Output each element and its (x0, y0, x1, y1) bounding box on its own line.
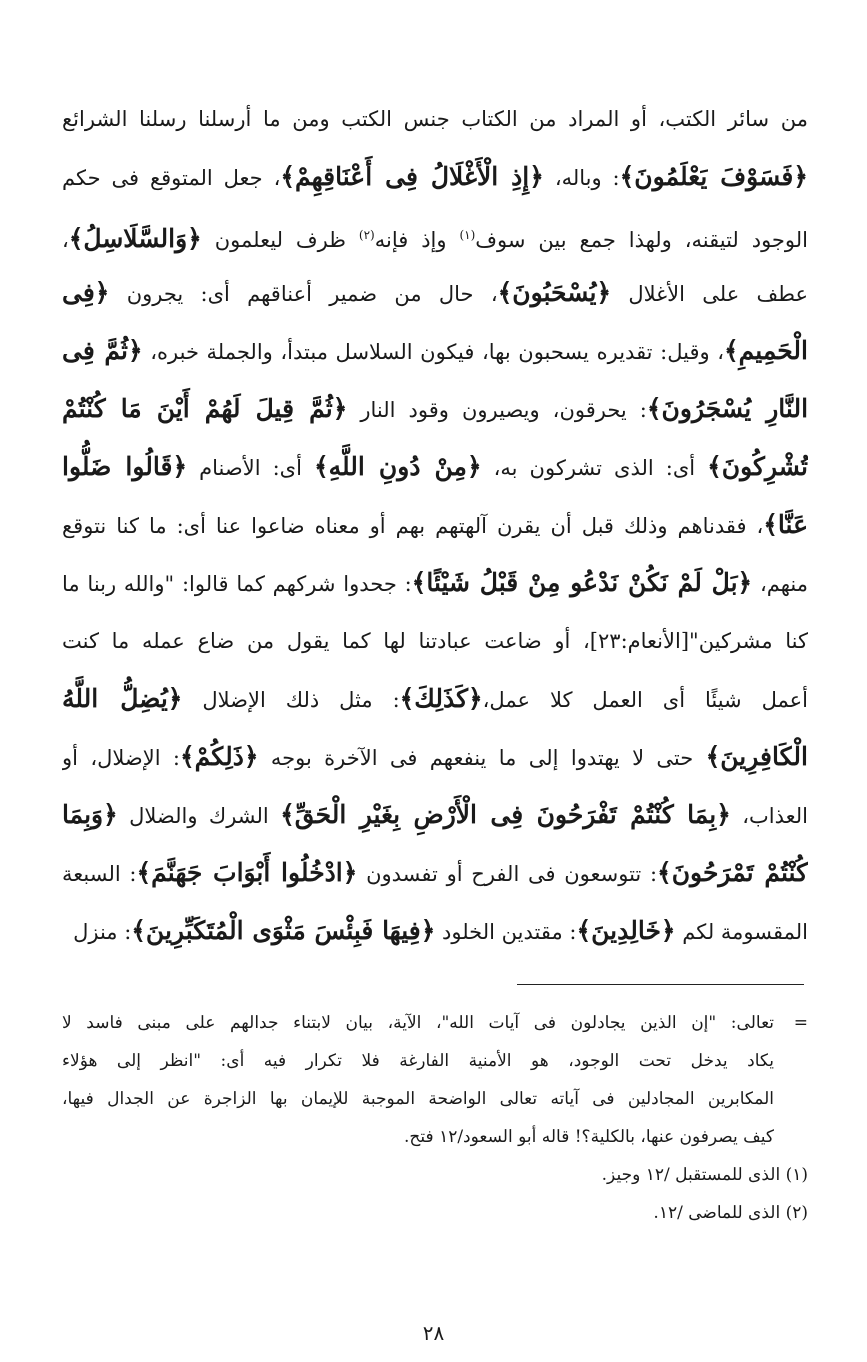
footnote-2: (٢) الذى للماضى /١٢. (653, 1203, 808, 1223)
quran-verse: الْحَمِيمِ﴾ (724, 336, 808, 365)
footnote-continuation-line: المكابرين المجادلين فى آياته تعالى الواضحة الموجبة للإيمان بها الزاجرة عن الجدال فيها، (62, 1089, 774, 1109)
quran-verse: ﴿فَسَوْفَ يَعْلَمُونَ﴾ (619, 162, 808, 191)
footnote-continuation-line: كيف يصرفون عنها، بالكلية؟! قاله أبو السعود/١٢ فتح. (404, 1127, 774, 1147)
quran-verse: عَنَّا﴾ (763, 510, 808, 539)
quran-verse: ﴿خَالِدِينَ﴾ (576, 916, 676, 945)
commentary-text: كنا مشركين"[الأنعام:٢٣]، أو ضاعت عبادتنا لها كما يقول من ضاع عمله ما كنت (62, 629, 808, 653)
commentary-text: ، جعل المتوقع فى حكم (62, 166, 281, 190)
commentary-text: ظرف ليعلمون (201, 228, 359, 252)
footnotes-section (62, 1004, 808, 1232)
footnote-divider (517, 984, 804, 985)
quran-verse: ﴿مِنْ دُونِ اللَّهِ﴾ (313, 452, 482, 481)
quran-verse: ﴿بَلْ لَمْ نَكُنْ نَدْعُو مِنْ قَبْلُ شَيْئًا﴾ (411, 568, 753, 597)
text-line (62, 612, 808, 670)
commentary-text: : مقتدين الخلود (435, 920, 577, 944)
quran-verse: ﴿يُضِلُّ اللَّهُ (62, 684, 183, 713)
commentary-text: ، (62, 228, 69, 252)
text-line (62, 786, 808, 844)
commentary-text: المقسومة لكم (675, 920, 808, 944)
quran-verse: النَّارِ يُسْجَرُونَ﴾ (646, 394, 808, 423)
commentary-text: أى: الذى تشركون به، (481, 456, 708, 480)
commentary-text: وإذ فإنه (374, 228, 460, 252)
commentary-text: ، حال من ضمير أعناقهم أى: يجرون (109, 282, 498, 306)
page-number: ٢٨ (422, 1321, 445, 1345)
footnote-reference: (٢) (358, 228, 375, 242)
commentary-text: : جحدوا شركهم كما قالوا: "والله ربنا ما (62, 572, 412, 596)
commentary-text: ، فقدناهم وذلك قبل أن يقرن آلهتهم بهم أو معناه ضاعوا عنا أى: ما كنا نتوقع (62, 514, 764, 538)
quran-verse: ﴿وَبِمَا (62, 800, 118, 829)
quran-verse: ﴿قَالُوا ضَلُّوا (62, 452, 188, 481)
text-line (62, 322, 808, 380)
commentary-text: الشرك والضلال (117, 804, 281, 828)
quran-verse: ﴿كَذَلِكَ﴾ (399, 684, 483, 713)
commentary-text: : مثل ذلك الإضلال (182, 688, 400, 712)
commentary-text: العذاب، (730, 804, 808, 828)
text-line (62, 380, 808, 438)
text-line (62, 438, 808, 496)
text-line (62, 90, 808, 148)
quran-verse: كُنْتُمْ تَمْرَحُونَ﴾ (657, 858, 808, 887)
commentary-text: أعمل شيئًا أى العمل كلا عمل، (482, 688, 808, 712)
footnote-1: (١) الذى للمستقبل /١٢ وجيز. (601, 1165, 808, 1185)
commentary-text: : وباله، (543, 166, 620, 190)
commentary-text: : تتوسعون فى الفرح أو تفسدون (357, 862, 658, 886)
text-line (62, 554, 808, 612)
quran-verse: ﴿وَالسَّلَاسِلُ﴾ (68, 224, 202, 253)
quran-verse: ﴿يُسْحَبُونَ﴾ (497, 278, 612, 307)
commentary-text: عطف على الأغلال (611, 282, 808, 306)
commentary-text: : السبعة (62, 862, 137, 886)
main-text-body (62, 90, 808, 960)
footnote-continuation-line: يكاد يدخل تحت الوجود، هو الأمنية الفارغة فلا تكرار فيه أى: "انظر إلى هؤلاء (62, 1051, 774, 1071)
quran-verse: تُشْرِكُونَ﴾ (707, 452, 808, 481)
text-line (62, 670, 808, 728)
text-line (62, 496, 808, 554)
commentary-text: منهم، (752, 572, 808, 596)
commentary-text: من سائر الكتب، أو المراد من الكتاب جنس الكتب ومن ما أرسلنا رسلنا الشرائع (62, 107, 808, 131)
quran-verse: ﴿ثُمَّ فِى (62, 336, 143, 365)
text-line (62, 728, 808, 786)
footnote-reference: (١) (459, 228, 476, 242)
quran-verse: الْكَافِرِينَ﴾ (705, 742, 808, 771)
quran-verse: ﴿إِذِ الْأَغْلَالُ فِى أَعْنَاقِهِمْ﴾ (280, 162, 544, 191)
quran-verse: ﴿ذَلِكُمْ﴾ (180, 742, 259, 771)
commentary-text: : الإضلال، أو (62, 746, 180, 770)
commentary-text: : يحرقون، ويصيرون وقود النار (347, 398, 647, 422)
quran-verse: ﴿ثُمَّ قِيلَ لَهُمْ أَيْنَ مَا كُنْتُمْ (62, 394, 348, 423)
continuation-marker: = (793, 1013, 808, 1033)
quran-verse: ﴿فِيهَا فَبِئْسَ مَثْوَى الْمُتَكَبِّرِينَ﴾ (131, 916, 436, 945)
footnote-continuation-line: =تعالى: "إن الذين يجادلون فى آيات الله"، الآية، بيان لابتناء جدالهم على مبنى فاسد لا (62, 1004, 808, 1042)
commentary-text: : منزل (73, 920, 132, 944)
quran-verse: ﴿بِمَا كُنْتُمْ تَفْرَحُونَ فِى الْأَرْضِ بِغَيْرِ الْحَقِّ﴾ (280, 800, 731, 829)
text-line (62, 206, 808, 264)
text-line (62, 844, 808, 902)
quran-verse: ﴿فِى (62, 278, 110, 307)
commentary-text: الوجود لتيقنه، ولهذا جمع بين سوف (475, 228, 808, 252)
commentary-text: أى: الأصنام (187, 456, 314, 480)
text-line (62, 264, 808, 322)
text-line (62, 148, 808, 206)
commentary-text: ، وقيل: تقديره يسحبون بها، فيكون السلاسل مبتدأ، والجملة خبره، (142, 340, 724, 364)
commentary-text: حتى لا يهتدوا إلى ما ينفعهم فى الآخرة بوجه (258, 746, 706, 770)
quran-verse: ﴿ادْخُلُوا أَبْوَابَ جَهَنَّمَ﴾ (136, 858, 358, 887)
text-line (62, 902, 808, 960)
